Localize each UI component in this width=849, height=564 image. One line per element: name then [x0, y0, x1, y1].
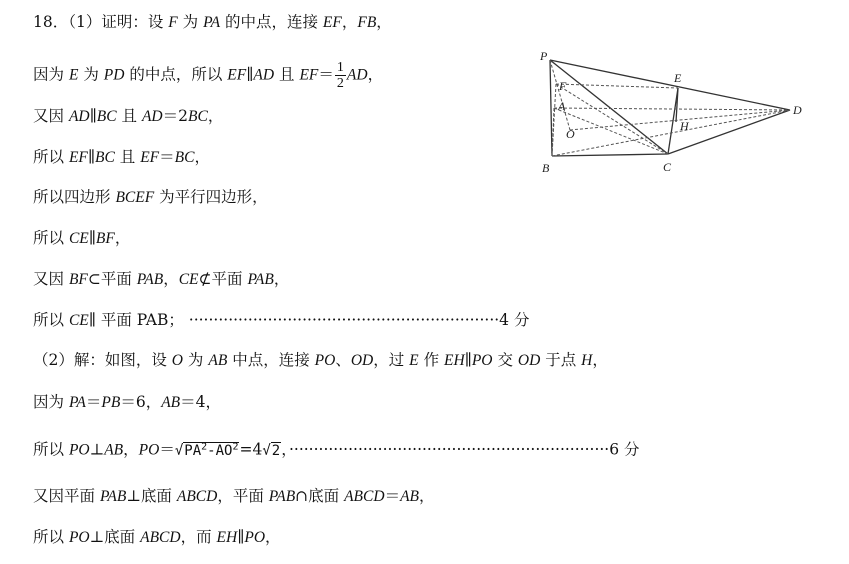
seg: 18．（1）证明：设: [33, 13, 169, 31]
label-F: F: [559, 79, 567, 93]
label-A: A: [558, 99, 566, 113]
seg: ，: [419, 487, 435, 505]
edge-BD: [552, 110, 790, 156]
line-1: [33, 12, 392, 33]
seg: EF: [68, 149, 88, 166]
line-4: [33, 147, 210, 168]
line-11: [33, 437, 640, 461]
line-12: [33, 486, 435, 507]
seg: ＝2: [162, 107, 188, 125]
seg: ＝6，: [120, 393, 162, 411]
seg: $√PA^2-AO^2$: [174, 441, 239, 459]
seg: O: [171, 352, 183, 369]
seg: 所以四边形: [33, 188, 116, 206]
seg: ，: [207, 107, 224, 125]
seg: PO: [68, 529, 90, 546]
seg: ，: [376, 13, 392, 31]
seg: ，平面: [217, 487, 269, 505]
seg: AB: [400, 488, 420, 505]
seg: PAB: [99, 488, 127, 505]
seg: PB: [101, 394, 121, 411]
seg: 为平行四边形，: [154, 188, 268, 206]
seg: EH: [444, 352, 465, 369]
seg: AD: [253, 66, 275, 84]
seg: ∥: [89, 107, 97, 125]
seg: ∥: [464, 351, 472, 369]
seg: AD: [68, 108, 90, 125]
seg: ，: [163, 270, 179, 288]
seg: BC: [174, 149, 195, 166]
label-H: H: [680, 119, 689, 133]
label-O: O: [566, 127, 575, 141]
seg: 所以: [33, 229, 69, 247]
label-B: B: [542, 161, 550, 175]
seg: BF: [95, 230, 115, 247]
seg: 因为: [33, 393, 69, 411]
seg: EF: [227, 66, 247, 84]
seg: ∥ 平面 PAB； ·······························································4 分: [88, 311, 530, 329]
seg: PA: [68, 394, 86, 411]
seg: ＝: [85, 393, 102, 411]
seg: ABCD: [344, 488, 385, 505]
seg: 又因: [33, 107, 69, 125]
edge-PO: [550, 60, 570, 130]
edge-FE: [556, 84, 678, 88]
seg: AB: [161, 394, 181, 411]
seg: ，而: [180, 528, 217, 546]
seg: F: [168, 14, 178, 31]
label-E: E: [674, 71, 682, 85]
seg: AD: [346, 66, 368, 84]
seg: CE: [68, 230, 89, 247]
line-8: [33, 310, 529, 331]
seg: FB: [357, 14, 377, 31]
seg: ABCD: [140, 529, 181, 546]
label-C: C: [663, 160, 672, 174]
edge-FC: [556, 84, 668, 154]
seg: PD: [103, 66, 125, 84]
seg: AB: [208, 352, 228, 369]
seg: ＝: [159, 440, 175, 459]
seg: AD: [141, 108, 163, 125]
seg: 为: [78, 65, 104, 84]
seg: E: [68, 66, 79, 84]
seg: 又因: [33, 270, 69, 288]
seg: EF: [322, 14, 342, 31]
seg: OD: [517, 352, 541, 369]
seg: ，: [265, 528, 281, 546]
pyramid-figure: [528, 44, 818, 179]
line-13: [33, 527, 281, 548]
seg: ⊥底面: [126, 487, 177, 505]
seg: =4: [239, 440, 263, 459]
seg: BCEF: [115, 189, 155, 206]
seg: ∩底面: [295, 487, 345, 505]
seg: E: [409, 352, 419, 369]
seg: EF: [140, 149, 160, 166]
seg: 且: [116, 107, 142, 125]
seg: ⊥: [89, 440, 105, 459]
seg: 因为: [33, 65, 69, 84]
line-9: [33, 350, 608, 371]
line-3: [33, 106, 223, 127]
seg: ∥: [246, 65, 254, 84]
seg: EH: [216, 529, 238, 546]
seg: 所以: [33, 440, 69, 459]
seg: PAB: [268, 488, 296, 505]
seg: PO: [471, 352, 493, 369]
line-7: [33, 269, 289, 290]
seg: （2）解：如图，设: [33, 351, 172, 369]
seg: 、: [335, 351, 351, 369]
seg: 且: [274, 65, 300, 84]
seg: 作: [418, 351, 444, 369]
seg: 中点，连接: [227, 351, 315, 369]
seg: H: [581, 352, 593, 369]
seg: PO: [314, 352, 336, 369]
edge-BC: [552, 154, 668, 156]
seg: PAB: [247, 271, 274, 288]
seg: EF: [299, 66, 319, 84]
seg: ⊥底面: [89, 528, 141, 546]
line-2: [33, 60, 383, 91]
seg: ，·································································6 分: [281, 440, 640, 459]
seg: 所以: [33, 528, 69, 546]
seg: ＝4，: [180, 393, 222, 411]
seg: CE: [68, 312, 89, 329]
label-P: P: [540, 49, 548, 63]
line-5: [33, 187, 268, 208]
seg: 为: [177, 13, 204, 31]
seg: 于点: [540, 351, 582, 369]
seg: 且: [114, 148, 141, 166]
seg: ，过: [373, 351, 410, 369]
seg: $\frac{1}{2}$: [336, 60, 344, 91]
seg: ，: [123, 440, 139, 459]
seg: ，: [367, 65, 384, 84]
seg: ∥: [237, 528, 245, 546]
seg: PA: [203, 14, 221, 31]
seg: √2: [262, 442, 281, 459]
seg: PO: [138, 441, 160, 459]
seg: 的中点，所以: [124, 65, 228, 84]
seg: BC: [96, 108, 117, 125]
seg: 所以: [33, 311, 69, 329]
seg: ，: [592, 351, 608, 369]
seg: PO: [244, 529, 266, 546]
seg: ，: [273, 270, 290, 288]
seg: CE: [178, 271, 199, 288]
edge-PB: [550, 60, 552, 156]
seg: ∥: [87, 148, 96, 166]
seg: BC: [95, 149, 115, 166]
seg: ∥: [88, 229, 96, 247]
seg: 所以: [33, 148, 69, 166]
seg: OD: [350, 352, 374, 369]
edge-AD: [554, 108, 790, 110]
seg: PAB: [136, 271, 164, 288]
edge-AB: [552, 108, 554, 156]
seg: BC: [188, 108, 208, 125]
seg: ＝: [318, 65, 334, 84]
seg: ABCD: [176, 488, 218, 505]
seg: 为: [183, 351, 209, 369]
seg: AB: [104, 441, 124, 459]
seg: ，: [114, 229, 131, 247]
seg: ，: [194, 148, 210, 166]
seg: ⊂平面: [87, 270, 137, 288]
seg: 交: [492, 351, 518, 369]
seg: ＝: [384, 487, 401, 505]
line-10: [33, 392, 221, 413]
seg: ，: [341, 13, 358, 31]
seg: ＝: [159, 148, 175, 166]
line-6: [33, 228, 130, 249]
seg: 的中点，连接: [220, 13, 323, 31]
label-D: D: [793, 103, 802, 117]
seg: BF: [68, 271, 88, 288]
seg: ⊄平面: [198, 270, 248, 288]
seg: PO: [68, 441, 90, 459]
seg: 又因平面: [33, 487, 100, 505]
